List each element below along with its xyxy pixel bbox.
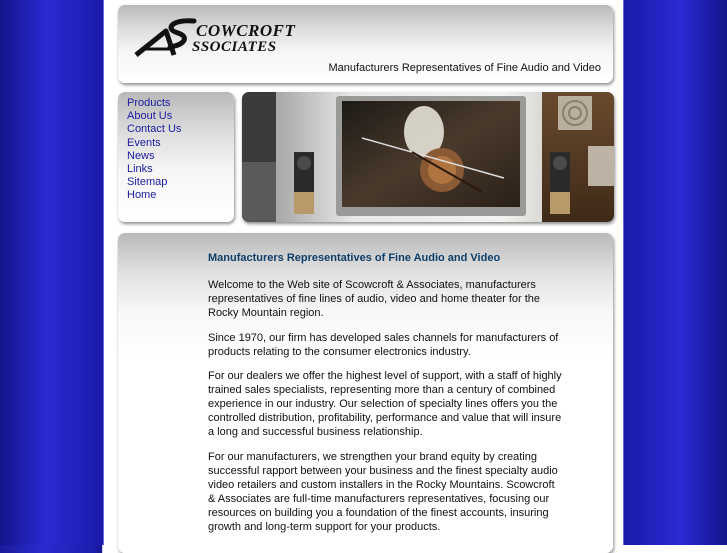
header-panel	[118, 5, 613, 83]
nav-item-links[interactable]: Links	[127, 162, 153, 175]
paragraph-history: Since 1970, our firm has developed sales channels for manufacturers of products relating to the consumer electronics industry.	[208, 331, 559, 358]
nav-item-about-us[interactable]: About Us	[127, 110, 173, 123]
nav-item-products[interactable]: Products	[127, 97, 171, 109]
logo[interactable]	[132, 15, 322, 59]
main-content-panel	[118, 233, 613, 553]
main-text	[208, 278, 563, 544]
paragraph-dealers: For our dealers we offer the highest level of support, with a staff of highly trained sales specialists, representing more than a century of combined experience in our industry. Our selection of specialty lines offers you the controlled distribution, profitability, performance and value that will insure a long and successful business relationship.	[208, 370, 562, 438]
background-left	[0, 0, 103, 545]
home-theater-image-icon	[242, 92, 614, 222]
nav-item-news[interactable]: News	[127, 149, 155, 162]
paragraph-welcome: Welcome to the Web site of Scowcroft & Associates, manufacturers representatives of fine lines of audio, video and home theater for the Rocky Mountain region.	[208, 279, 541, 319]
header-tagline: Manufacturers Representatives of Fine Audio and Video	[328, 62, 601, 74]
page-container	[103, 0, 624, 545]
hero-image	[242, 92, 614, 222]
nav-panel	[118, 92, 234, 222]
paragraph-manufacturers: For our manufacturers, we strengthen your brand equity by creating successful rapport between your business and the finest specialty audio video retailers and custom installers in the Rocky Mountains. Scowcroft & Associates are full-time manufacturers representatives, focusing our resources on building you a foundation of the finest accounts, insuring growth and long-term support for your products.	[208, 450, 558, 533]
nav-item-events[interactable]: Events	[127, 136, 161, 149]
nav-item-home[interactable]: Home	[127, 189, 157, 202]
nav-item-sitemap[interactable]: Sitemap	[127, 176, 168, 189]
logo-text-line1: COWCROFT	[196, 21, 296, 40]
nav-item-contact-us[interactable]: Contact Us	[127, 123, 182, 136]
main-title: Manufacturers Representatives of Fine Audio and Video	[208, 252, 501, 264]
nav-list	[118, 92, 234, 203]
logo-text-line2: SSOCIATES	[192, 39, 277, 55]
background-right	[624, 0, 727, 545]
